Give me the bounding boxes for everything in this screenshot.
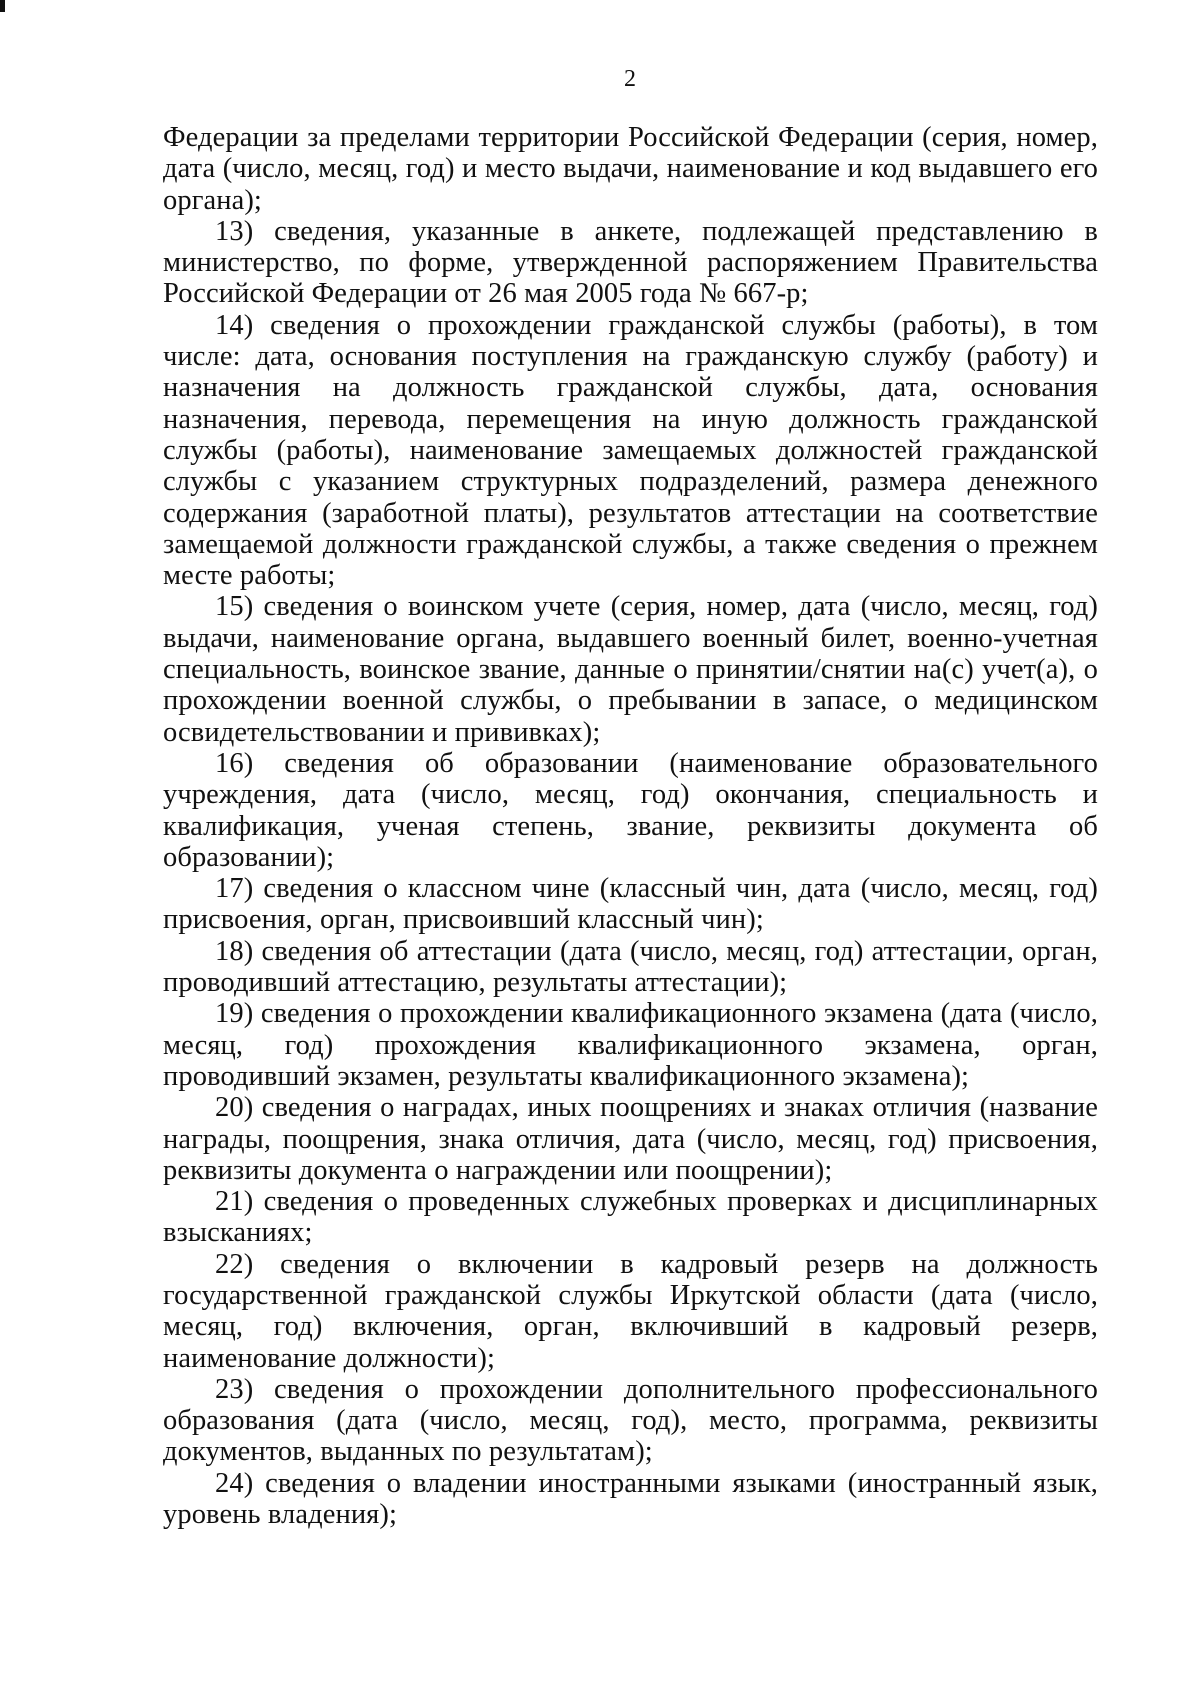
paragraph-item-16: 16) сведения об образовании (наименование образовательного учреждения, дата (число, месяц, год) окончания, специальность и квалификация, ученая степень, звание, реквизиты документа об образовании); [163, 747, 1098, 873]
paragraph-continuation: Федерации за пределами территории Российской Федерации (серия, номер, дата (число, месяц, год) и место выдачи, наименование и код выдавшего его органа); [163, 122, 1098, 216]
page-number: 2 [624, 66, 636, 92]
paragraph-item-13: 13) сведения, указанные в анкете, подлежащей представлению в министерство, по форме, утвержденной распоряжением Правительства Российской Федерации от 26 мая 2005 года № 667-р; [163, 215, 1098, 310]
paragraph-item-24: 24) сведения о владении иностранными языками (иностранный язык, уровень владения); [163, 1467, 1098, 1531]
paragraph-item-17: 17) сведения о классном чине (классный чин, дата (число, месяц, год) присвоения, орган, присвоивший классный чин); [163, 873, 1098, 936]
paragraph-item-19: 19) сведения о прохождении квалификационного экзамена (дата (число, месяц, год) прохождения квалификационного экзамена, орган, проводивший экзамен, результаты квалификационного экзамена); [163, 998, 1098, 1092]
document-body [163, 122, 1098, 1530]
paragraph-item-23: 23) сведения о прохождении дополнительного профессионального образования (дата (число, месяц, год), место, программа, реквизиты документов, выданных по результатам); [163, 1373, 1098, 1468]
paragraph-item-22: 22) сведения о включении в кадровый резерв на должность государственной гражданской службы Иркутской области (дата (число, месяц, год) включения, орган, включивший в кадровый резерв, наименование должности); [163, 1248, 1098, 1374]
paragraph-item-15: 15) сведения о воинском учете (серия, номер, дата (число, месяц, год) выдачи, наименование органа, выдавшего военный билет, военно-учетная специальность, воинское звание, данные о принятии/снятии на(с) учет(а), о прохождении военной службы, о пребывании в запасе, о медицинском освидетельствовании и прививках); [163, 591, 1098, 748]
paragraph-item-21: 21) сведения о проведенных служебных проверках и дисциплинарных взысканиях; [163, 1186, 1098, 1249]
scan-edge-mark [0, 0, 5, 12]
paragraph-item-14: 14) сведения о прохождении гражданской службы (работы), в том числе: дата, основания поступления на гражданскую службу (работу) и назначения на должность гражданской службы, дата, основания назначения, перевода, перемещения на иную должность гражданской службы (работы), наименование замещаемых должностей гражданской службы с указанием структурных подразделений, размера денежного содержания (заработной платы), результатов аттестации на соответствие замещаемой должности гражданской службы, а также сведения о прежнем месте работы; [163, 309, 1098, 592]
paragraph-item-20: 20) сведения о наградах, иных поощрениях и знаках отличия (название награды, поощрения, знака отличия, дата (число, месяц, год) присвоения, реквизиты документа о награждении или поощрении); [163, 1092, 1098, 1186]
paragraph-item-18: 18) сведения об аттестации (дата (число, месяц, год) аттестации, орган, проводивший аттестацию, результаты аттестации); [163, 935, 1098, 999]
